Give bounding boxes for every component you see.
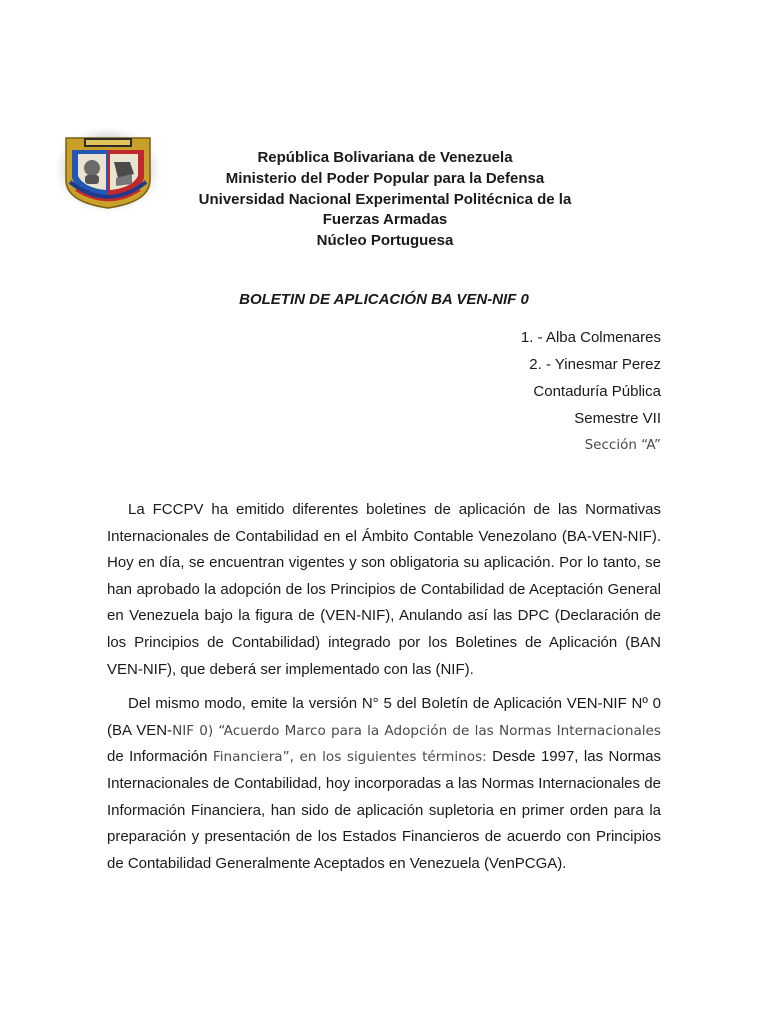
header-university: Universidad Nacional Experimental Politécnica de la xyxy=(198,190,572,208)
section: Sección “A” xyxy=(584,437,661,453)
unefa-seal-graphic xyxy=(56,128,160,212)
paragraph-1: La FCCPV ha emitido diferentes boletines de aplicación de las Normativas Internacionales de Contabilidad en el Ámbito Contable Venezolano (BA-VEN-NIF). Hoy en día, se encuentran vigentes y son obligatoria su aplicación. Por lo tanto, se han aprobado la adopción de los Principios de Contabilidad de Aceptación General en Venezuela bajo la figura de (VEN-NIF), Anulando así las DPC (Declaración de los Principios de Contabilidad) integrado por los Boletines de Aplicación (BAN VEN-NIF), que deberá ser implementado con las (NIF). xyxy=(107,501,661,678)
paragraph-2-part-a: Del mismo modo, emite la versión N° 5 del Boletín de Aplicación VEN-NIF Nº 0 (BA VEN- xyxy=(107,695,661,739)
paragraph-2-part-e: Desde 1997, las Normas Internacionales de Contabilidad, hoy incorporadas a las Normas Internacionales de Información Financiera, han sido de aplicación supletoria en primer orden para la preparación y presentación de los Estados Financieros de acuerdo con Principios de Contabilidad Generalmente Aceptados en Venezuela (VenPCGA). xyxy=(107,748,662,872)
paragraph-2 xyxy=(107,691,661,877)
semester: Semestre VII xyxy=(574,410,661,427)
author-2: 2. - Yinesmar Perez xyxy=(529,356,661,373)
header-republic: República Bolivariana de Venezuela xyxy=(257,149,513,166)
header-ministry: Ministerio del Poder Popular para la Defensa xyxy=(225,169,545,187)
body-text xyxy=(107,497,661,885)
author-1: 1. - Alba Colmenares xyxy=(520,329,661,346)
header-campus: Núcleo Portuguesa xyxy=(316,232,454,250)
unefa-logo xyxy=(56,128,160,212)
paragraph-2-part-b: NIF 0) “Acuerdo Marco para la Adopción de las Normas Internacionales xyxy=(172,722,661,739)
document-title: BOLETIN DE APLICACIÓN BA VEN-NIF 0 xyxy=(239,291,529,308)
career: Contaduría Pública xyxy=(533,383,661,400)
header-armed-forces: Fuerzas Armadas xyxy=(322,211,448,229)
paragraph-2-part-c: de Información xyxy=(107,748,213,766)
authors-block xyxy=(521,324,661,459)
institution-header xyxy=(180,148,590,252)
paragraph-2-part-d: Financiera”, en los siguientes términos: xyxy=(212,749,487,766)
